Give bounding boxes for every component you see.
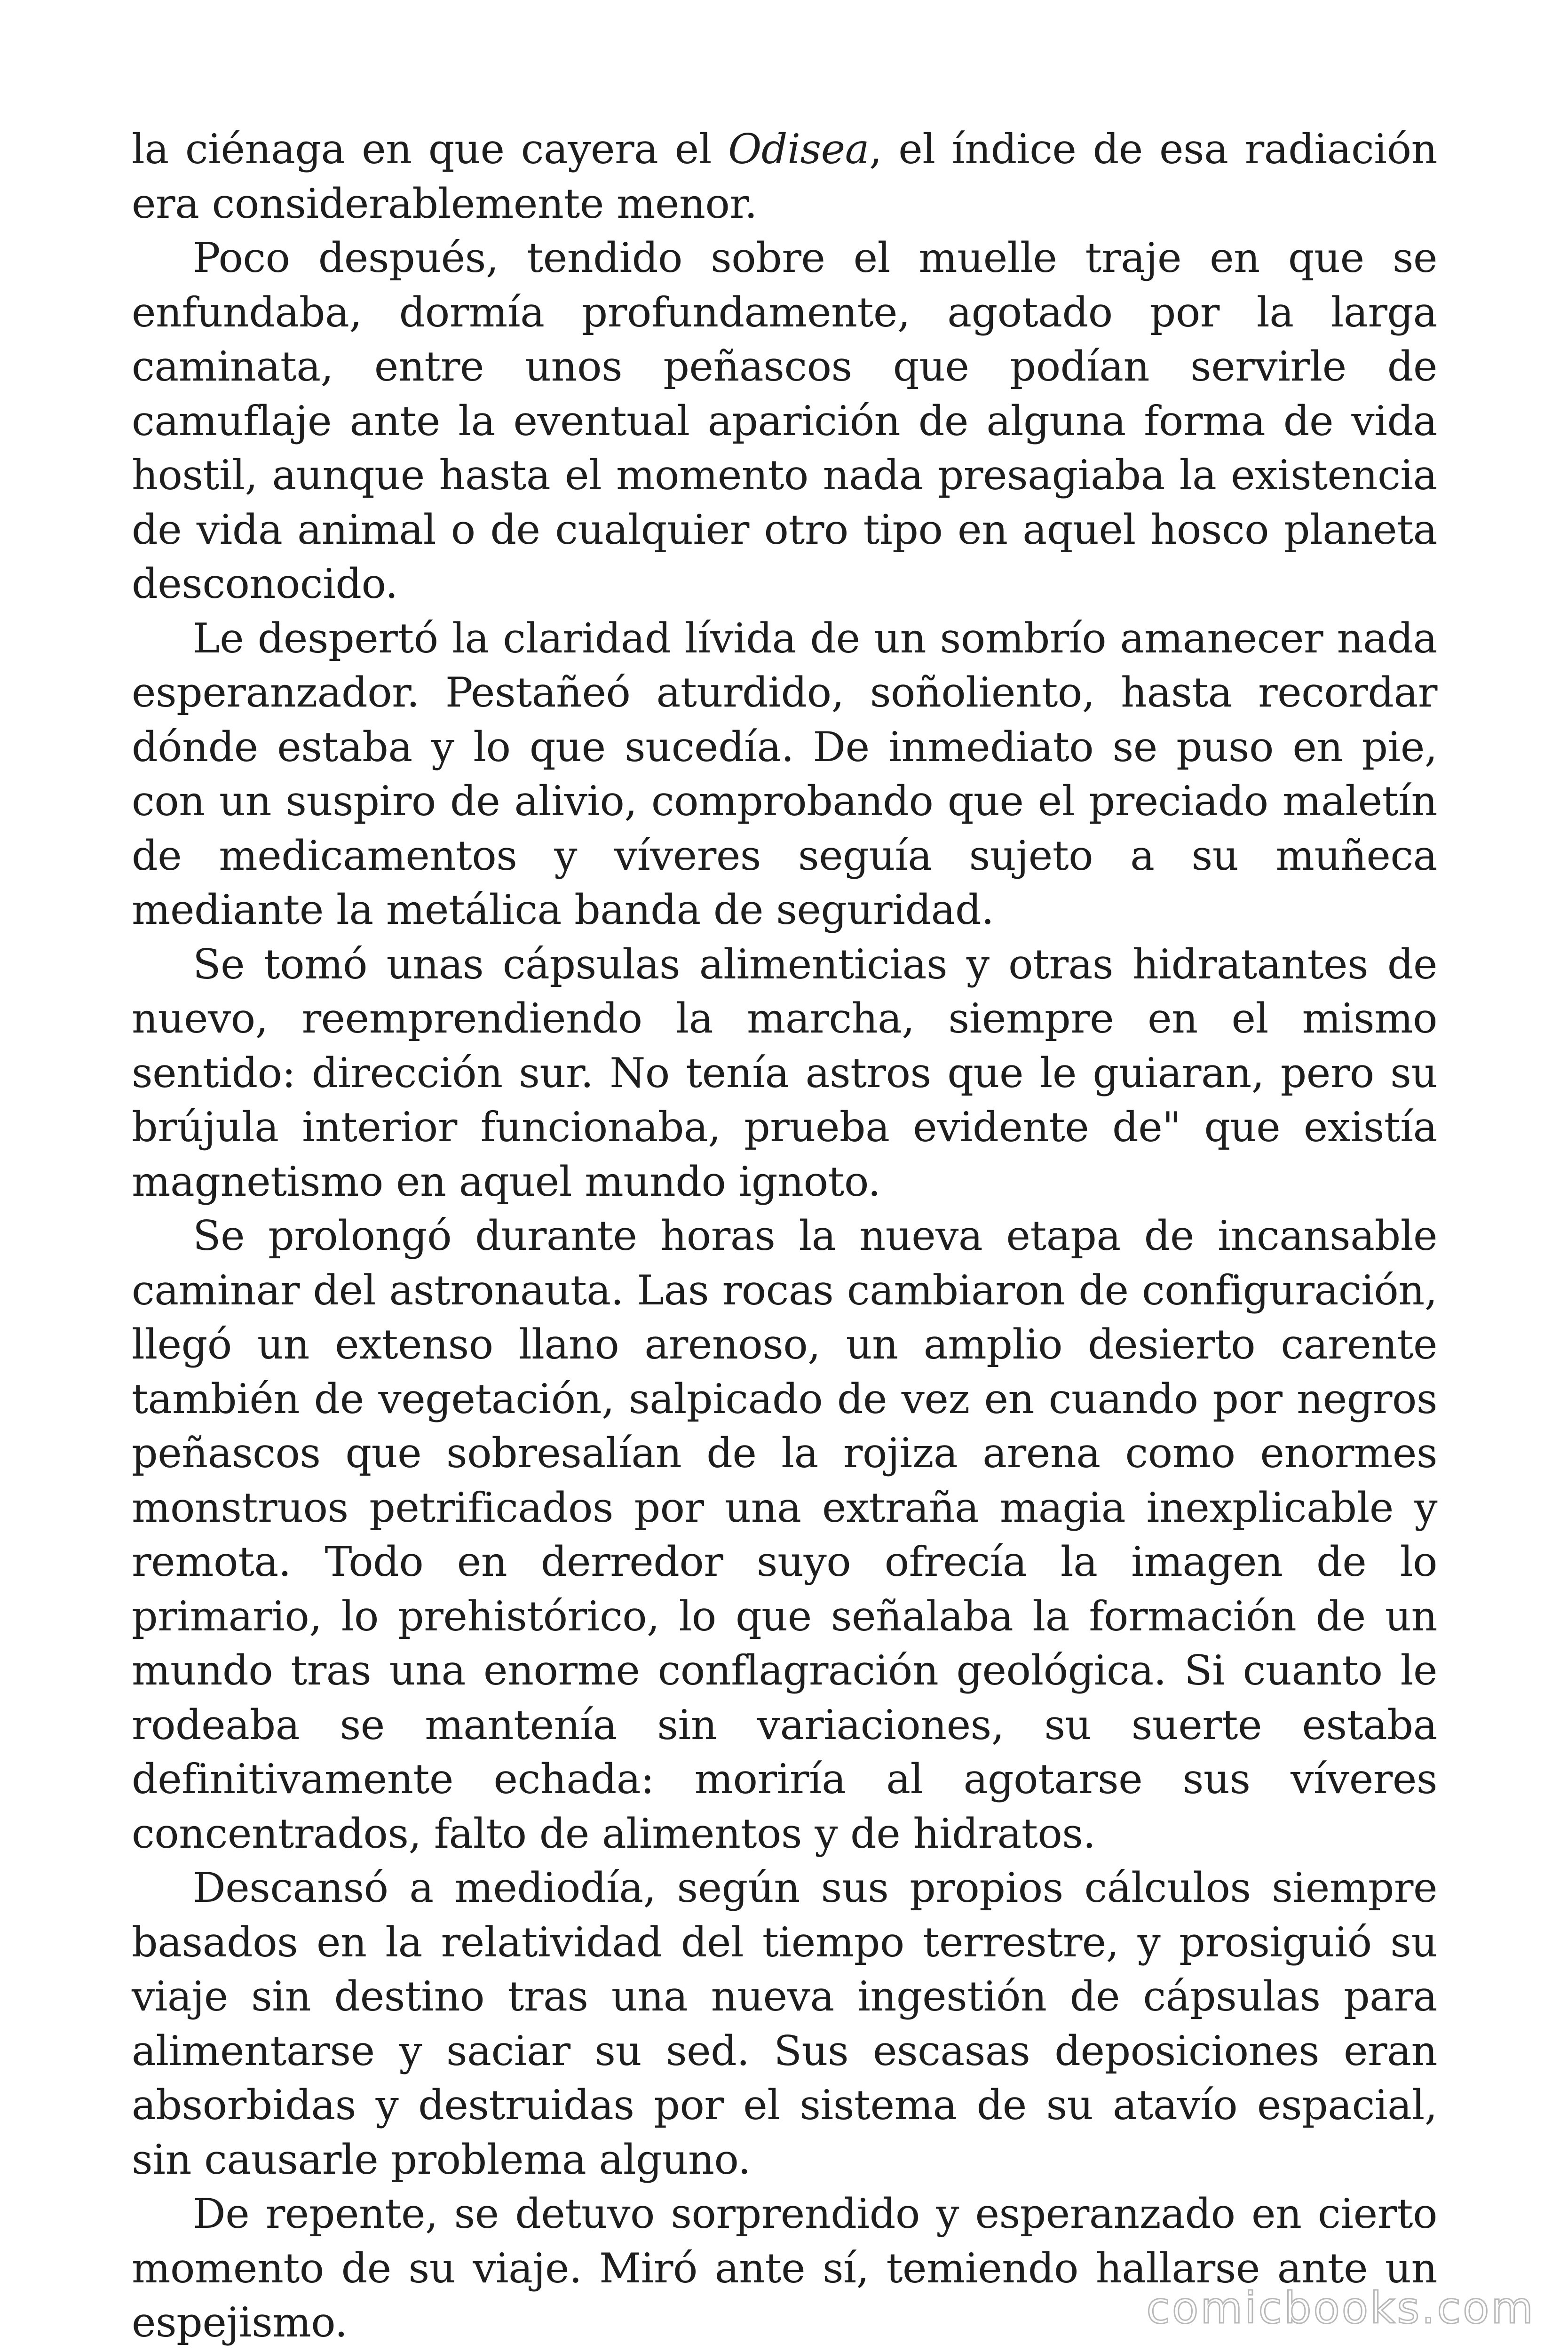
paragraph-1 (132, 122, 1437, 231)
paragraph-7: De repente, se detuvo sorprendido y esperanzado en cierto momento de su viaje. Miró ante sí, temiendo hallarse ante un espejismo. (132, 2190, 1437, 2346)
paragraph-4: Se tomó unas cápsulas alimenticias y otras hidratantes de nuevo, reemprendiendo la marcha, siempre en el mismo sentido: dirección sur. No tenía astros que le guiaran, pero su brújula interior funcionaba, prueba evidente de" que existía magnetismo en aquel mundo ignoto. (132, 940, 1437, 1206)
paragraph-6: Descansó a mediodía, según sus propios cálculos siempre basados en la relatividad del tiempo terrestre, y prosiguió su viaje sin destino tras una nueva ingestión de cápsulas para alimentarse y saciar su sed. Sus escasas deposiciones eran absorbidas y destruidas por el sistema de su atavío espacial, sin causarle problema alguno. (132, 1864, 1437, 2184)
paragraph-2: Poco después, tendido sobre el muelle traje en que se enfundaba, dormía profundamente, agotado por la larga caminata, entre unos peñascos que podían servirle de camuflaje ante la eventual aparición de alguna forma de vida hostil, aunque hasta el momento nada presagiaba la existencia de vida animal o de cualquier otro tipo en aquel hosco planeta desconocido. (132, 234, 1437, 608)
paragraph-1-tail: , el índice de esa radiación era considerablemente menor. (132, 125, 1437, 228)
watermark: comicbooks.com (1146, 2283, 1535, 2333)
paragraph-5: Se prolongó durante horas la nueva etapa de incansable caminar del astronauta. Las rocas cambiaron de configuración, llegó un extenso llano arenoso, un amplio desierto carente también de vegetación, salpicado de vez en cuando por negros peñascos que sobresalían de la rojiza arena como enormes monstruos petrificados por una extraña magia inexplicable y remota. Todo en derredor suyo ofrecía la imagen de lo primario, lo prehistórico, lo que señalaba la formación de un mundo tras una enorme conflagración geológica. Si cuanto le rodeaba se mantenía sin variaciones, su suerte estaba definitivamente echada: moriría al agotarse sus víveres concentrados, falto de alimentos y de hidratos. (132, 1212, 1437, 1858)
page-body (132, 122, 1437, 2350)
paragraph-3: Le despertó la claridad lívida de un sombrío amanecer nada esperanzador. Pestañeó aturdido, soñoliento, hasta recordar dónde estaba y lo que sucedía. De inmediato se puso en pie, con un suspiro de alivio, comprobando que el preciado maletín de medicamentos y víveres seguía sujeto a su muñeca mediante la metálica banda de seguridad. (132, 614, 1437, 934)
paragraph-1-lead: la ciénaga en que cayera el (132, 125, 729, 173)
ship-name: Odisea (728, 125, 869, 173)
